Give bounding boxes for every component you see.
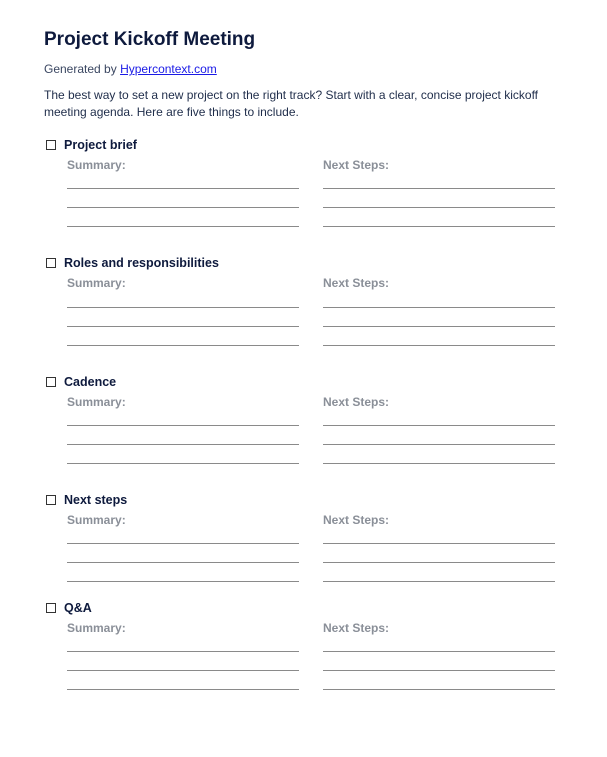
summary-column: [67, 275, 299, 291]
summary-line[interactable]: [67, 543, 299, 544]
next-steps-label: Next Steps:: [323, 513, 390, 527]
next-steps-line[interactable]: [323, 463, 555, 464]
next-steps-column: [323, 620, 555, 636]
section-checkbox[interactable]: [46, 495, 56, 505]
generated-prefix: Generated by: [44, 62, 117, 76]
next-steps-line[interactable]: [323, 444, 555, 445]
summary-line[interactable]: [67, 226, 299, 227]
summary-line[interactable]: [67, 689, 299, 690]
next-steps-line[interactable]: [323, 562, 555, 563]
summary-line[interactable]: [67, 188, 299, 189]
next-steps-line[interactable]: [323, 345, 555, 346]
next-steps-line[interactable]: [323, 326, 555, 327]
section-title: Roles and responsibilities: [64, 256, 219, 270]
summary-line[interactable]: [67, 207, 299, 208]
section-checkbox[interactable]: [46, 377, 56, 387]
next-steps-line[interactable]: [323, 188, 555, 189]
next-steps-label: Next Steps:: [323, 276, 390, 290]
summary-line[interactable]: [67, 425, 299, 426]
hypercontext-link[interactable]: Hypercontext.com: [120, 62, 217, 76]
next-steps-column: [323, 394, 555, 410]
next-steps-label: Next Steps:: [323, 621, 390, 635]
summary-label: Summary:: [67, 621, 126, 635]
next-steps-line[interactable]: [323, 226, 555, 227]
agenda-section-qa: [44, 599, 564, 700]
summary-column: [67, 157, 299, 173]
next-steps-column: [323, 275, 555, 291]
next-steps-line[interactable]: [323, 651, 555, 652]
generated-by: [44, 61, 607, 77]
summary-line[interactable]: [67, 463, 299, 464]
next-steps-line[interactable]: [323, 425, 555, 426]
summary-label: Summary:: [67, 276, 126, 290]
intro-text: The best way to set a new project on the right track? Start with a clear, concise project kickoff meeting agenda. Here are five things to include.: [44, 88, 539, 119]
next-steps-line[interactable]: [323, 307, 555, 308]
section-checkbox[interactable]: [46, 258, 56, 268]
next-steps-line[interactable]: [323, 689, 555, 690]
summary-line[interactable]: [67, 670, 299, 671]
summary-line[interactable]: [67, 444, 299, 445]
section-title: Next steps: [64, 493, 128, 507]
next-steps-line[interactable]: [323, 670, 555, 671]
summary-label: Summary:: [67, 395, 126, 409]
next-steps-label: Next Steps:: [323, 158, 390, 172]
summary-label: Summary:: [67, 513, 126, 527]
summary-line[interactable]: [67, 581, 299, 582]
agenda-section-cadence: [44, 373, 564, 474]
summary-label: Summary:: [67, 158, 126, 172]
summary-column: [67, 620, 299, 636]
section-title: Q&A: [64, 601, 92, 615]
summary-column: [67, 394, 299, 410]
next-steps-column: [323, 512, 555, 528]
next-steps-line[interactable]: [323, 581, 555, 582]
next-steps-label: Next Steps:: [323, 395, 390, 409]
summary-column: [67, 512, 299, 528]
summary-line[interactable]: [67, 326, 299, 327]
agenda-section-project-brief: [44, 136, 564, 237]
agenda-section-roles: [44, 254, 564, 355]
summary-line[interactable]: [67, 562, 299, 563]
agenda-section-next-steps: [44, 491, 564, 592]
summary-line[interactable]: [67, 651, 299, 652]
next-steps-line[interactable]: [323, 543, 555, 544]
page-title: Project Kickoff Meeting: [44, 29, 256, 50]
summary-line[interactable]: [67, 307, 299, 308]
summary-line[interactable]: [67, 345, 299, 346]
section-checkbox[interactable]: [46, 140, 56, 150]
next-steps-line[interactable]: [323, 207, 555, 208]
next-steps-column: [323, 157, 555, 173]
section-checkbox[interactable]: [46, 603, 56, 613]
section-title: Project brief: [64, 138, 137, 152]
section-title: Cadence: [64, 375, 117, 389]
